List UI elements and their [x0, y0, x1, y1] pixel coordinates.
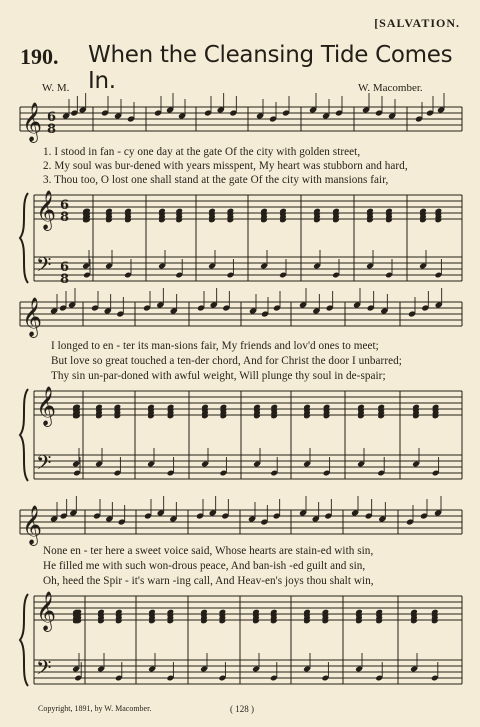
treble-clef-icon: 𝄞 — [22, 102, 43, 142]
time-signature: 6 — [60, 198, 70, 213]
section-label: [SALVATION. — [374, 16, 460, 30]
lyric-verse-3: 3. Thou too, O lost one shall stand at the gate Of the city with mansions fair, — [43, 174, 389, 186]
time-signature: 8 — [47, 122, 57, 137]
treble-clef-icon: 𝄞 — [36, 591, 57, 631]
time-signature: 6 — [60, 260, 70, 275]
lyric-verse-2: But love so great touched a ten-der chord, And for Christ the door I unbarred; — [51, 355, 402, 367]
music-credit: W. Macomber. — [358, 82, 423, 94]
lyric-verse-3: Oh, heed the Spir - it's warn -ing call, And Heav-en's joys thou shalt win, — [43, 575, 374, 587]
lyric-verse-1: 1. I stood in fan - cy one day at the gate Of the city with golden street, — [43, 146, 361, 158]
brace — [20, 594, 28, 686]
words-credit: W. M. — [42, 82, 70, 94]
bass-clef-icon: 𝄢 — [36, 451, 52, 479]
bass-clef-icon: 𝄢 — [36, 656, 52, 684]
hymn-title: When the Cleansing Tide Comes In. — [88, 42, 453, 94]
time-signature: 8 — [60, 272, 70, 287]
page-number: ( 128 ) — [230, 704, 254, 714]
lyric-verse-2: 2. My soul was bur-dened with years misspent, My heart was stubborn and hard, — [43, 160, 408, 172]
treble-clef-icon: 𝄞 — [36, 190, 57, 230]
brace — [20, 193, 28, 283]
bass-clef-icon: 𝄢 — [36, 253, 52, 281]
treble-clef-icon: 𝄞 — [22, 297, 43, 337]
brace — [20, 389, 28, 481]
copyright-notice: Copyright, 1891, by W. Macomber. — [38, 704, 152, 713]
time-signature: 8 — [60, 210, 70, 225]
lyric-verse-3: Thy sin un-par-doned with awful weight, Will plunge thy soul in de-spair; — [51, 370, 386, 382]
treble-clef-icon: 𝄞 — [22, 505, 43, 545]
lyric-verse-1: I longed to en - ter its man-sions fair, My friends and lov'd ones to meet; — [51, 340, 379, 352]
hymn-number: 190. — [20, 44, 59, 69]
treble-clef-icon: 𝄞 — [36, 386, 57, 426]
lyric-verse-2: He filled me with such won-drous peace, And ban-ish -ed guilt and sin, — [43, 560, 366, 572]
lyric-verse-1: None en - ter here a sweet voice said, Whose hearts are stain-ed with sin, — [43, 545, 374, 557]
time-signature: 6 — [47, 110, 57, 125]
